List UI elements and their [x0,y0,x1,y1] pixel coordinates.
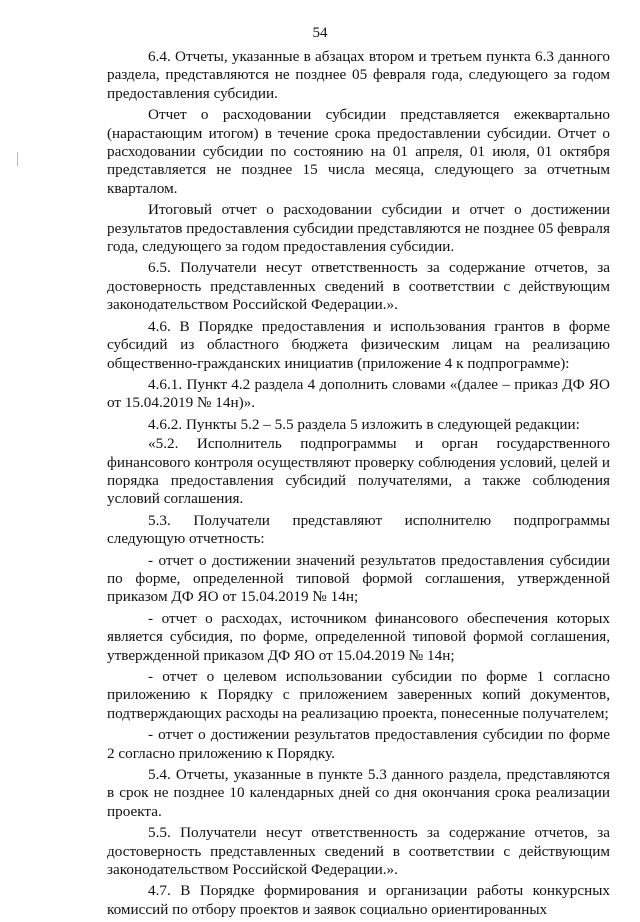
paragraph: 6.4. Отчеты, указанные в абзацах втором и третьем пункта 6.3 данного раздела, представляются не позднее 05 февраля года, следующего за годом предоставления субсидии. [107,48,610,102]
paragraph: - отчет о достижении значений результатов предоставления субсидии по форме, определенной типовой формой соглашения, утвержденной приказом ДФ ЯО от 15.04.2019 № 14н; [107,551,610,606]
paragraph: - отчет о достижении результатов предоставления субсидии по форме 2 согласно приложению к Порядку. [107,726,610,762]
page-number: 54 [312,25,328,41]
paragraph: - отчет о расходах, источником финансового обеспечения которых является субсидия, по форме, определенной типовой формой соглашения, утвержденной приказом ДФ ЯО от 15.04.2019 № 14н; [107,609,610,664]
margin-mark [17,152,18,166]
paragraph: 5.5. Получатели несут ответственность за содержание отчетов, за достоверность представленных сведений в соответствии с действующим законодательством Российской Федерации.». [107,824,610,879]
paragraph: 4.6.1. Пункт 4.2 раздела 4 дополнить словами «(далее – приказ ДФ ЯО от 15.04.2019 № 14н)». [107,375,610,412]
paragraph: 6.5. Получатели несут ответственность за содержание отчетов, за достоверность представленных сведений в соответствии с действующим законодательством Российской Федерации.». [107,259,610,314]
paragraph: 5.3. Получатели представляют исполнителю подпрограммы следующую отчетность: [107,511,610,548]
paragraph: Итоговый отчет о расходовании субсидии и отчет о достижении результатов предоставления субсидии представляются не позднее 05 февраля года, следующего за годом предоставления субсидии. [107,201,610,256]
paragraph: 4.7. В Порядке формирования и организации работы конкурсных комиссий по отбору проектов и заявок социально ориентированных [107,882,610,918]
paragraph: - отчет о целевом использовании субсидии по форме 1 согласно приложению к Порядку с приложением заверенных копий документов, подтверждающих расходы на реализацию проекта, понесенные получателем; [107,668,610,722]
document-body [107,48,610,922]
paragraph: «5.2. Исполнитель подпрограммы и орган государственного финансового контроля осуществляют проверку соблюдения условий, целей и порядка предоставления субсидий получателями, а также соблюдения условий соглашения. [107,435,610,508]
paragraph: 4.6. В Порядке предоставления и использования грантов в форме субсидий из областного бюджета физическим лицам на реализацию общественно-гражданских инициатив (приложение 4 к подпрограмме): [107,317,610,372]
paragraph: Отчет о расходовании субсидии представляется ежеквартально (нарастающим итогом) в течение срока предоставлении субсидии. Отчет о расходовании субсидии по состоянию на 01 апреля, 01 июля, 01 октября представляется не позднее 15 числа месяца, следующего за отчетным кварталом. [107,106,610,197]
paragraph: 5.4. Отчеты, указанные в пункте 5.3 данного раздела, представляются в срок не позднее 10 календарных дней со дня окончания срока реализации проекта. [107,766,610,820]
paragraph: 4.6.2. Пункты 5.2 – 5.5 раздела 5 изложить в следующей редакции: [148,415,580,433]
